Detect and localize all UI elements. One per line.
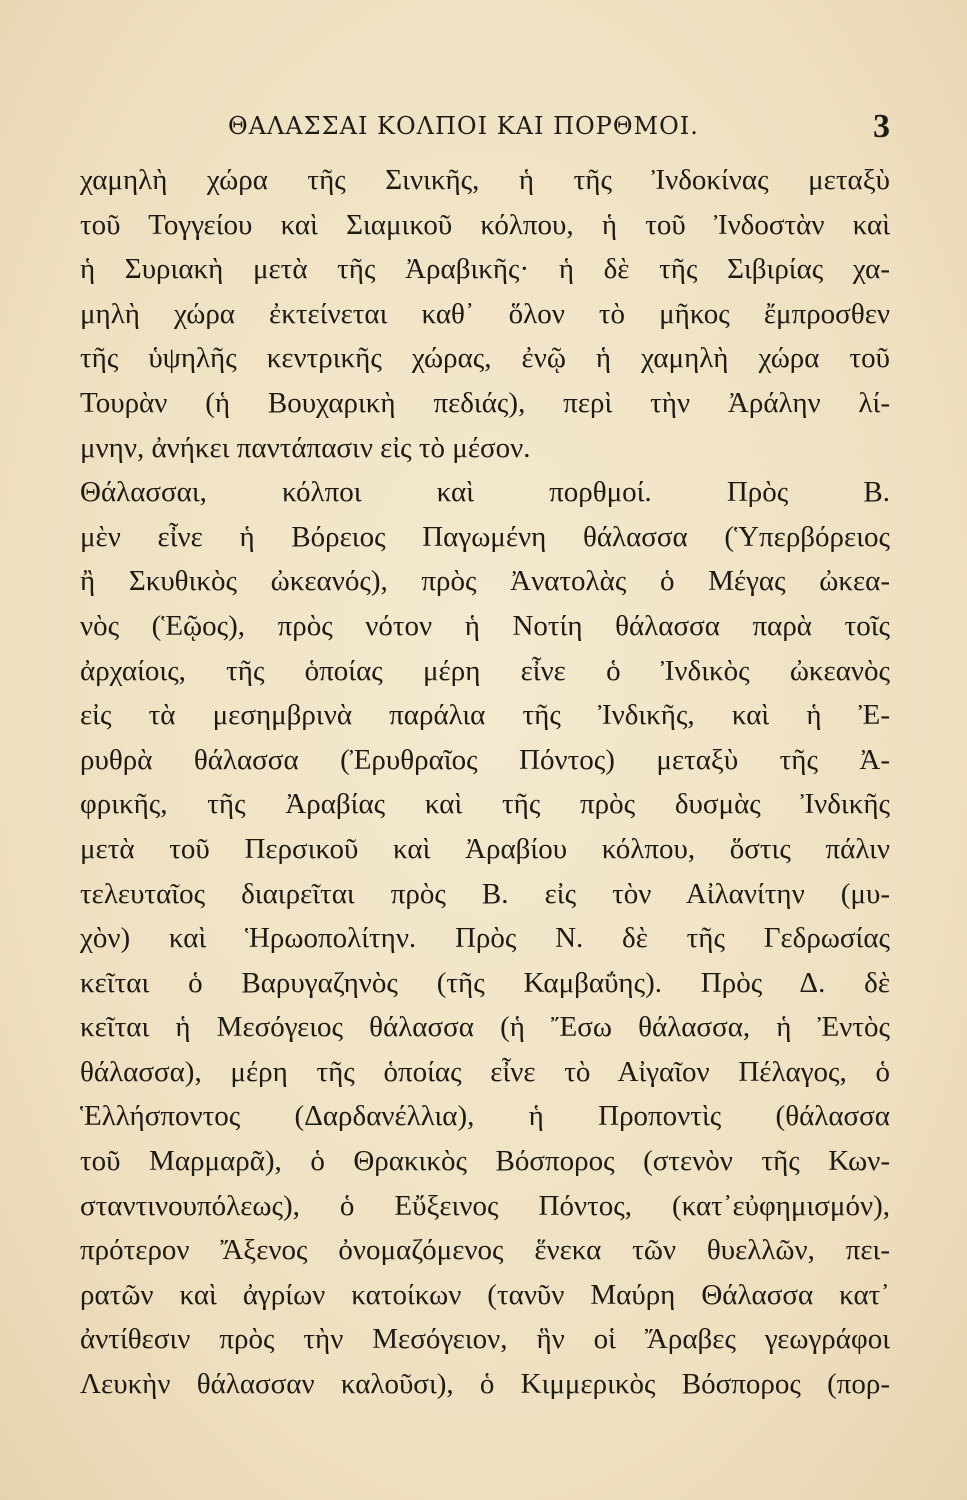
text-line: ρυθρὰ θάλασσα (Ἐρυθραῖος Πόντος) μεταξὺ τῆς Ἀ- xyxy=(80,743,890,776)
text-line: Τουρὰν (ἡ Βουχαρικὴ πεδιάς), περὶ τὴν Ἀράλην λί- xyxy=(80,386,890,419)
text-line: ἀντίθεσιν πρὸς τὴν Μεσόγειον, ἣν οἱ Ἄραβες γεωγράφοι xyxy=(80,1323,890,1356)
text-line: σταντινουπόλεως), ὁ Εὔξεινος Πόντος, (κατ᾽εὐφημισμόν), xyxy=(80,1189,890,1222)
text-line: ἀρχαίοις, τῆς ὁποίας μέρη εἶνε ὁ Ἰνδικὸς ὠκεανὸς xyxy=(80,654,890,687)
text-line: κεῖται ἡ Μεσόγειος θάλασσα (ἡ Ἔσω θάλασσα, ἡ Ἐντὸς xyxy=(80,1011,890,1044)
text-line: τελευταῖος διαιρεῖται πρὸς Β. εἰς τὸν Αἰλανίτην (μυ- xyxy=(80,877,890,910)
text-line: Θάλασσαι, κόλποι καὶ πορθμοί. Πρὸς Β. xyxy=(80,476,890,509)
running-title: ΘΑΛΑΣΣΑΙ ΚΟΛΠΟΙ ΚΑΙ ΠΟΡΘΜΟΙ. xyxy=(228,112,699,140)
text-line: πρότερον Ἄξενος ὀνομαζόμενος ἕνεκα τῶν θυελλῶν, πει- xyxy=(80,1234,890,1267)
text-line: εἰς τὰ μεσημβρινὰ παράλια τῆς Ἰνδικῆς, καὶ ἡ Ἐ- xyxy=(80,699,890,732)
text-line: μνην, ἀνήκει παντάπασιν εἰς τὸ μέσον. xyxy=(80,431,531,464)
body-text xyxy=(80,158,890,1407)
page-header xyxy=(80,108,890,148)
text-line: νὸς (Ἑῷος), πρὸς νότον ἡ Νοτίη θάλασσα παρὰ τοῖς xyxy=(80,609,890,642)
text-line: ἢ Σκυθικὸς ὠκεανός), πρὸς Ἀνατολὰς ὁ Μέγας ὠκεα- xyxy=(80,565,890,598)
text-line: θάλασσα), μέρη τῆς ὁποίας εἶνε τὸ Αἰγαῖον Πέλαγος, ὁ xyxy=(80,1055,890,1088)
text-line: χαμηλὴ χώρα τῆς Σινικῆς, ἡ τῆς Ἰνδοκίνας μεταξὺ xyxy=(80,164,890,196)
text-line: τῆς ὑψηλῆς κεντρικῆς χώρας, ἐνῷ ἡ χαμηλὴ χώρα τοῦ xyxy=(80,342,890,375)
text-line: μὲν εἶνε ἡ Βόρειος Παγωμένη θάλασσα (Ὑπερβόρειος xyxy=(80,520,890,553)
page-number: 3 xyxy=(873,108,890,145)
text-line: τοῦ Μαρμαρᾶ), ὁ Θρακικὸς Βόσπορος (στενὸν τῆς Κων- xyxy=(80,1145,890,1178)
text-line: μηλὴ χώρα ἐκτείνεται καθ᾽ ὅλον τὸ μῆκος ἔμπροσθεν xyxy=(80,297,890,330)
text-line: τοῦ Τογγείου καὶ Σιαμικοῦ κόλπου, ἡ τοῦ Ἰνδοστὰν καὶ xyxy=(80,208,890,241)
text-line: Λευκὴν θάλασσαν καλοῦσι), ὁ Κιμμερικὸς Βόσπορος (πορ- xyxy=(80,1368,890,1401)
text-line: ρατῶν καὶ ἀγρίων κατοίκων (τανῦν Μαύρη Θάλασσα κατ᾽ xyxy=(80,1278,890,1311)
text-line: Ἑλλήσποντος (Δαρδανέλλια), ἡ Προποντὶς (θάλασσα xyxy=(80,1100,890,1133)
text-line: κεῖται ὁ Βαρυγαζηνὸς (τῆς Καμβαΰης). Πρὸς Δ. δὲ xyxy=(80,966,890,999)
text-line: χὸν) καὶ Ἡρωοπολίτην. Πρὸς Ν. δὲ τῆς Γεδρωσίας xyxy=(80,922,890,955)
text-line: ἡ Συριακὴ μετὰ τῆς Ἀραβικῆς· ἡ δὲ τῆς Σιβιρίας χα- xyxy=(80,253,890,286)
text-line: μετὰ τοῦ Περσικοῦ καὶ Ἀραβίου κόλπου, ὅστις πάλιν xyxy=(80,832,890,865)
text-line: φρικῆς, τῆς Ἀραβίας καὶ τῆς πρὸς δυσμὰς Ἰνδικῆς xyxy=(80,788,890,821)
